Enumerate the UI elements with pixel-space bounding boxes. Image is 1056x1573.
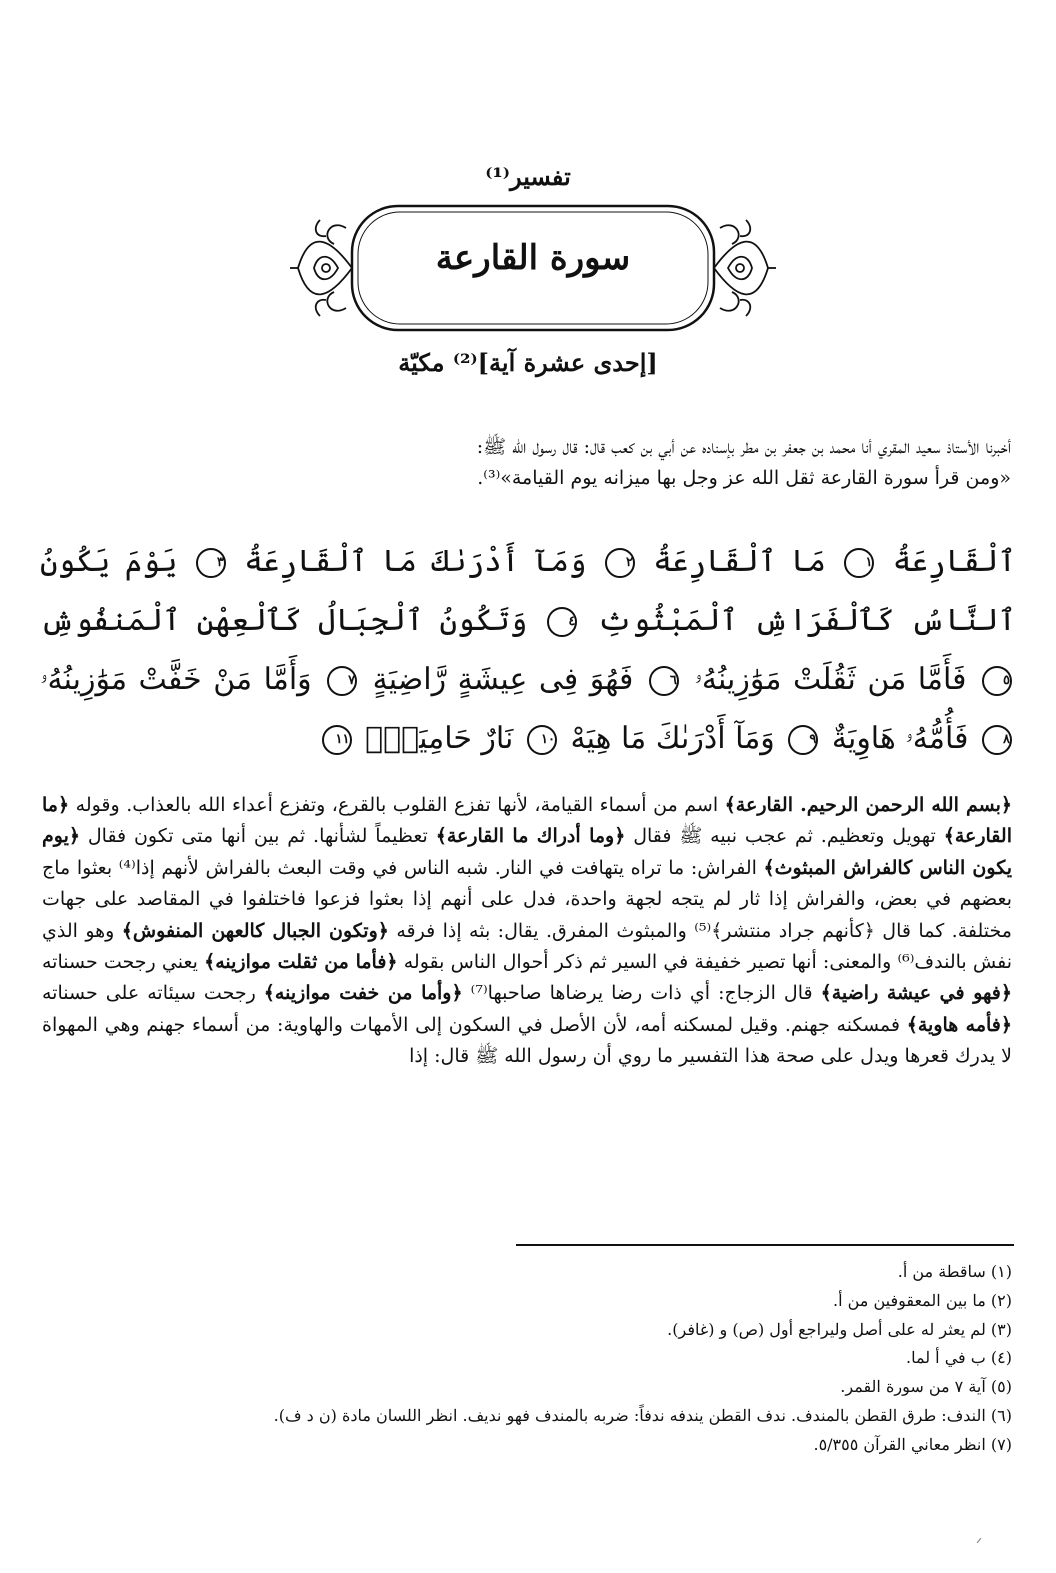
commentary-paragraph xyxy=(42,790,1012,1073)
ayah-marker: ٨ xyxy=(982,725,1012,755)
commentary-text: يعني رجحت حسناته xyxy=(42,951,205,974)
verse-text: وَمَآ أَدْرَىٰكَ مَا هِيَهْ xyxy=(570,721,775,756)
footnote: (٢) ما بين المعقوفين من أ. xyxy=(832,1290,1012,1310)
ayah-marker: ١ xyxy=(844,548,874,578)
commentary-text: تعظيماً لشأنها. ثم بين أنها متى تكون فقال xyxy=(80,825,436,848)
verse-text: نَارٌ حَامِيَةٌۢ xyxy=(365,721,514,756)
verse-text: وَتَكُونُ ٱلْجِبَالُ كَٱلْعِهْنِ ٱلْمَنفُوشِ xyxy=(40,603,528,638)
tafsir-heading: تفسير⁽¹⁾ xyxy=(485,162,571,191)
surah-title: سورة القارعة xyxy=(435,238,631,278)
quoted-verse: ﴿فأما من ثقلت موازينه﴾ xyxy=(204,951,398,974)
verse-text: فَأُمُّهُۥ هَاوِيَةٌ xyxy=(831,721,969,756)
ayah-marker: ٦ xyxy=(649,666,679,696)
footnote: (٥) آية ٧ من سورة القمر. xyxy=(840,1377,1012,1397)
ayah-marker: ٢ xyxy=(605,548,635,578)
commentary-text: والمبثوث المفرق. يقال: بثه إذا فرقه xyxy=(388,919,695,942)
verse-text: وَأَمَّا مَنْ خَفَّتْ مَوَٰزِينُهُۥ xyxy=(40,662,312,697)
verse-text: فَهُوَ فِى عِيشَةٍ رَّاضِيَةٍ xyxy=(372,662,634,697)
footnote: (٤) ب في أ لما. xyxy=(905,1348,1012,1368)
ayah-marker: ٥ xyxy=(982,666,1012,696)
surah-title-frame xyxy=(290,198,776,340)
commentary-text: الفراش: ما تراه يتهافت في النار. شبه الناس في وقت البعث بالفراش لأنهم إذا⁽⁴⁾ بعثوا ماج بعضهم في بعض، والفراش إذا ثار لم يتجه لجهة واحدة، فدل على أنهم إذا بعثوا فزعوا فاختلفوا في المقاصد على جهات مختلفة. كما قال xyxy=(42,856,1012,942)
verse-text: فَأَمَّا مَن ثَقُلَتْ مَوَٰزِينُهُۥ xyxy=(694,662,967,697)
ayah-marker: ١٠ xyxy=(527,725,557,755)
footnote: (٣) لم يعثر له على أصل وليراجع أول (ص) و (غافر). xyxy=(667,1319,1012,1339)
footnote: (٧) انظر معاني القرآن ٥/٣٥٥. xyxy=(813,1434,1012,1454)
commentary-text: قال الزجاج: أي ذات رضا يرضاها صاحبها⁽⁷⁾ xyxy=(462,982,821,1005)
quoted-verse: ﴿كأنهم جراد منتشر﴾⁽⁵⁾ xyxy=(694,919,875,942)
quoted-verse: ﴿وما أدراك ما القارعة﴾ xyxy=(435,825,626,848)
ayah-count: [إحدى عشرة آية]⁽²⁾ مكيّة xyxy=(398,348,658,377)
ayah-marker: ٤ xyxy=(547,607,577,637)
quran-text xyxy=(40,532,1016,768)
verse-text: وَمَآ أَدْرَىٰكَ مَا ٱلْقَارِعَةُ xyxy=(244,544,587,579)
footnote-divider xyxy=(516,1244,1014,1246)
footnote: (٦) الندف: طرق القطن بالمندف. ندف القطن يندفه ندفاً: ضربه بالمندف فهو نديف. انظر اللسان مادة (ن د ف). xyxy=(273,1405,1012,1425)
isnad-paragraph xyxy=(45,432,1011,494)
commentary-text: رجحت سيئاته على حسناته xyxy=(42,982,264,1005)
isnad-line: أخبرنا الأستاذ سعيد المقري أنا محمد بن جعفر بن مطر بإسناده عن أبي بن كعب قال: قال رسول الله ﷺ: xyxy=(476,436,1011,458)
quoted-verse: ﴿ما القارعة﴾ xyxy=(42,794,1012,848)
commentary-text: فمسكنه جهنم. وقيل لمسكنه أمه، لأن الأصل في السكون إلى الأمهات والهاوية: من أسماء جهنم وهي المهواة لا يدرك قعرها ويدل على صحة هذا التفسير ما روي أن رسول الله ﷺ قال: إذا xyxy=(42,1013,1012,1068)
verse-text: ٱلْقَارِعَةُ xyxy=(892,544,1016,579)
commentary-text: تهويل وتعظيم. ثم عجب نبيه ﷺ فقال xyxy=(625,825,944,848)
footnote: (١) ساقطة من أ. xyxy=(897,1262,1012,1281)
quoted-verse: ﴿فهو في عيشة راضية﴾ xyxy=(820,982,1012,1005)
quoted-verse: ﴿وتكون الجبال كالعهن المنفوش﴾ xyxy=(121,919,389,942)
quoted-verse: ﴿بسم الله الرحمن الرحيم. القارعة﴾ xyxy=(724,794,1013,816)
verse-text: يَوْمَ يَكُونُ ٱلنَّاسُ كَٱلْفَرَاشِ ٱلْمَبْثُوثِ xyxy=(40,544,1017,638)
footnotes xyxy=(273,1258,1012,1460)
commentary-text: وهو الذي نفش بالندف⁽⁶⁾ والمعنى: أنها تصير خفيفة في السير ثم ذكر أحوال الناس بقوله xyxy=(42,919,1012,974)
ayah-marker: ٩ xyxy=(788,725,818,755)
ayah-marker: ٣ xyxy=(196,548,226,578)
commentary-text: اسم من أسماء القيامة، لأنها تفزع القلوب بالقرع، وتفزع أعداء الله بالعذاب. وقوله xyxy=(69,794,725,816)
ayah-marker: ٧ xyxy=(327,666,357,696)
quoted-verse: ﴿وأما من خفت موازينه﴾ xyxy=(263,982,463,1005)
hadith-line: «ومن قرأ سورة القارعة ثقل الله عز وجل بها ميزانه يوم القيامة»⁽³⁾. xyxy=(477,467,1011,489)
verse-text: مَا ٱلْقَارِعَةُ xyxy=(653,544,827,579)
ayah-marker: ١١ xyxy=(322,725,352,755)
scan-speck xyxy=(977,1538,982,1543)
quoted-verse: ﴿يوم يكون الناس كالفراش المبثوث﴾ xyxy=(42,825,1012,879)
quoted-verse: ﴿فأمه هاوية﴾ xyxy=(906,1013,1012,1036)
